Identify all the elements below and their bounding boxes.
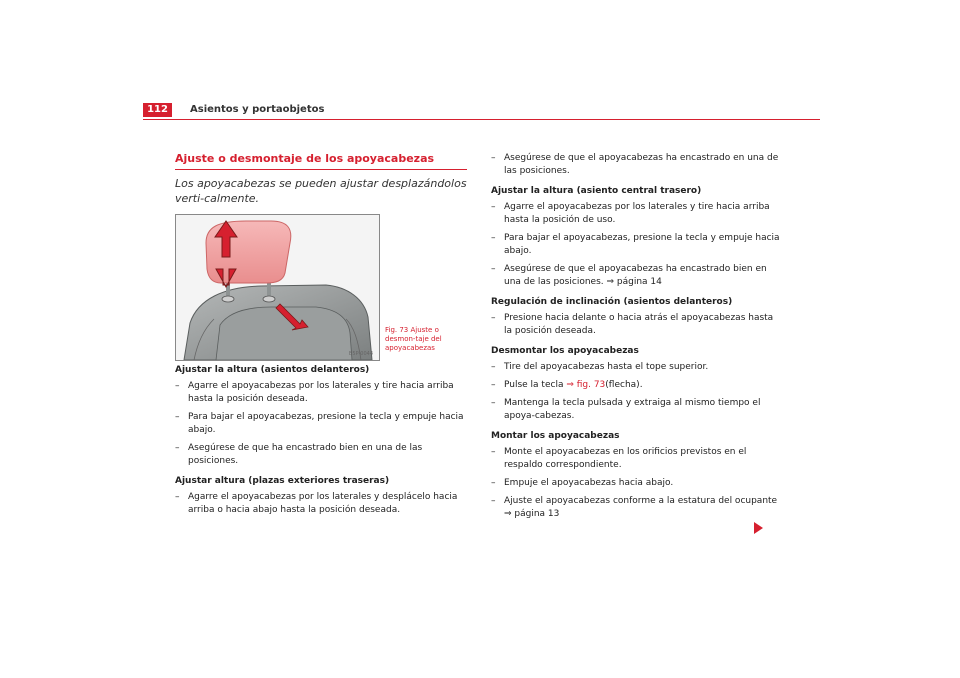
subhead-rear-outer: Ajustar altura (plazas exteriores traseras) <box>175 476 390 486</box>
step-item: – Para bajar el apoyacabezas, presione la tecla y empuje hacia abajo. <box>491 233 780 256</box>
step-item: – Monte el apoyacabezas en los orificios previstos en el respaldo correspondiente. <box>491 447 747 470</box>
step-item: – Asegúrese de que el apoyacabezas ha encastrado en una de las posiciones. <box>491 153 779 176</box>
step-item: – Empuje el apoyacabezas hacia abajo. <box>491 478 674 488</box>
subhead-front-seats: Ajustar la altura (asientos delanteros) <box>175 365 370 375</box>
page-number: 112 <box>143 103 172 117</box>
header-rule <box>143 119 820 120</box>
section-rule <box>175 169 467 170</box>
subhead-incline: Regulación de inclinación (asientos delanteros) <box>491 297 733 307</box>
step-item: – Ajuste el apoyacabezas conforme a la estatura del ocupante ⇒ página 13 <box>491 496 778 519</box>
left-column <box>175 152 467 522</box>
subhead-mount: Montar los apoyacabezas <box>491 431 620 441</box>
step-item: – Agarre el apoyacabezas por los laterales y tire hacia arriba hasta la posición deseada. <box>175 381 454 404</box>
step-item: – Tire del apoyacabezas hasta el tope superior. <box>491 362 709 372</box>
step-item: – Agarre el apoyacabezas por los laterales y desplácelo hacia arriba o hacia abajo hasta la posición deseada. <box>175 492 458 515</box>
subhead-remove: Desmontar los apoyacabezas <box>491 346 639 356</box>
step-item: – Pulse la tecla ⇒ fig. 73(flecha). <box>491 380 643 390</box>
headrest-seat-svg <box>176 215 379 360</box>
fig-73-link[interactable]: ⇒ fig. 73 <box>566 380 606 390</box>
step-item: – Mantenga la tecla pulsada y extraiga al mismo tiempo el apoya-cabezas. <box>491 398 761 421</box>
right-column <box>491 152 781 526</box>
step-item: – Presione hacia delante o hacia atrás el apoyacabezas hasta la posición deseada. <box>491 313 774 336</box>
section-title: Ajuste o desmontaje de los apoyacabezas <box>175 152 435 165</box>
page-13-link[interactable]: ⇒ página 13 <box>504 509 560 519</box>
section-intro: Los apoyacabezas se pueden ajustar desplazándolos verti-calmente. <box>175 177 467 205</box>
page-14-link[interactable]: ⇒ página 14 <box>606 277 662 287</box>
running-title: Asientos y portaobjetos <box>190 104 325 115</box>
headrest-illustration <box>175 214 380 361</box>
figure-area <box>175 214 467 364</box>
page-header <box>143 103 820 117</box>
figure-caption: Fig. 73 Ajuste o desmon-taje del apoyacabezas <box>385 326 442 352</box>
step-item: – Asegúrese de que el apoyacabezas ha encastrado bien en una de las posiciones. ⇒ página 14 <box>491 264 767 287</box>
continue-arrow-icon <box>754 522 763 534</box>
step-item: – Para bajar el apoyacabezas, presione la tecla y empuje hacia abajo. <box>175 412 464 435</box>
step-item: – Agarre el apoyacabezas por los laterales y tire hacia arriba hasta la posición de uso. <box>491 202 770 225</box>
figure-code: B5P-0044 <box>348 351 373 357</box>
step-item: – Asegúrese de que ha encastrado bien en una de las posiciones. <box>175 443 423 466</box>
subhead-rear-center: Ajustar la altura (asiento central trasero) <box>491 186 702 196</box>
